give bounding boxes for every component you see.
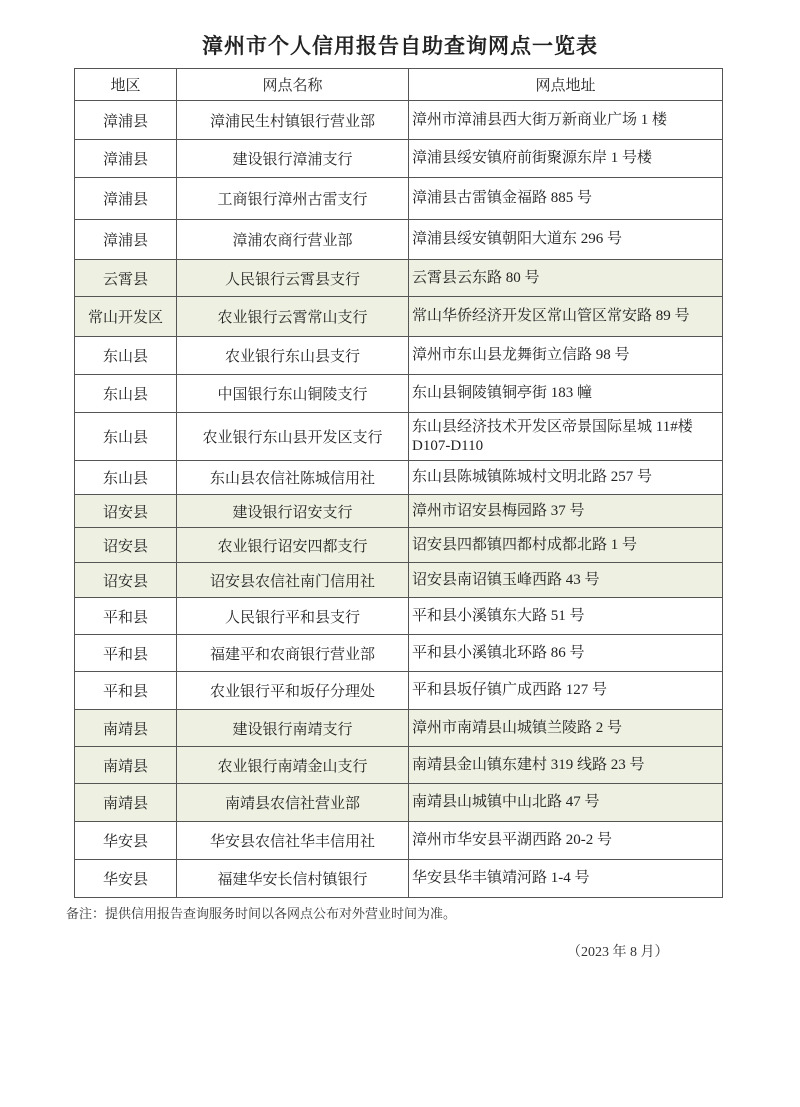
region-cell: 平和县: [75, 635, 177, 672]
branch-name-cell: 中国银行东山铜陵支行: [177, 375, 409, 413]
address-cell: 漳州市诏安县梅园路 37 号: [409, 495, 723, 528]
branch-name-cell: 农业银行云霄常山支行: [177, 297, 409, 337]
address-cell: 漳浦县绥安镇府前街聚源东岸 1 号楼: [409, 140, 723, 178]
header-region: 地区: [75, 69, 177, 101]
table-row: [75, 784, 723, 822]
address-cell: 漳州市东山县龙舞街立信路 98 号: [409, 337, 723, 375]
address-cell: 漳州市华安县平湖西路 20-2 号: [409, 822, 723, 860]
address-cell: 漳州市南靖县山城镇兰陵路 2 号: [409, 710, 723, 747]
table-row: [75, 375, 723, 413]
header-address: 网点地址: [409, 69, 723, 101]
address-cell: 南靖县金山镇东建村 319 线路 23 号: [409, 747, 723, 784]
branch-name-cell: 农业银行东山县开发区支行: [177, 413, 409, 461]
address-cell: 平和县坂仔镇广成西路 127 号: [409, 672, 723, 710]
table-row: [75, 101, 723, 140]
region-cell: 平和县: [75, 672, 177, 710]
branch-name-cell: 福建华安长信村镇银行: [177, 860, 409, 898]
branch-name-cell: 农业银行东山县支行: [177, 337, 409, 375]
branch-name-cell: 福建平和农商银行营业部: [177, 635, 409, 672]
branch-name-cell: 漳浦民生村镇银行营业部: [177, 101, 409, 140]
branch-name-cell: 建设银行诏安支行: [177, 495, 409, 528]
branch-name-cell: 工商银行漳州古雷支行: [177, 178, 409, 220]
region-cell: 南靖县: [75, 747, 177, 784]
region-cell: 平和县: [75, 598, 177, 635]
table-row: [75, 495, 723, 528]
table-row: [75, 413, 723, 461]
address-cell: 东山县经济技术开发区帝景国际星城 11#楼 D107-D110: [409, 413, 723, 461]
branch-name-cell: 华安县农信社华丰信用社: [177, 822, 409, 860]
table-row: [75, 710, 723, 747]
region-cell: 漳浦县: [75, 178, 177, 220]
branch-name-cell: 人民银行云霄县支行: [177, 260, 409, 297]
region-cell: 南靖县: [75, 710, 177, 747]
region-cell: 常山开发区: [75, 297, 177, 337]
table-row: [75, 747, 723, 784]
address-cell: 诏安县南诏镇玉峰西路 43 号: [409, 563, 723, 598]
branch-name-cell: 人民银行平和县支行: [177, 598, 409, 635]
branch-name-cell: 建设银行漳浦支行: [177, 140, 409, 178]
publish-date: （2023 年 8 月）: [567, 945, 669, 960]
table-row: [75, 672, 723, 710]
table-row: [75, 528, 723, 563]
address-cell: 漳州市漳浦县西大街万新商业广场 1 楼: [409, 101, 723, 140]
branch-name-cell: 建设银行南靖支行: [177, 710, 409, 747]
address-cell: 东山县铜陵镇铜亭街 183 幢: [409, 375, 723, 413]
table-row: [75, 563, 723, 598]
footnote: 备注：提供信用报告查询服务时间以各网点公布对外营业时间为准。: [66, 906, 457, 921]
branch-name-cell: 南靖县农信社营业部: [177, 784, 409, 822]
region-cell: 诏安县: [75, 563, 177, 598]
branch-name-cell: 漳浦农商行营业部: [177, 220, 409, 260]
table-header-row: [75, 69, 723, 101]
table-row: [75, 860, 723, 898]
branch-name-cell: 农业银行诏安四都支行: [177, 528, 409, 563]
header-branch-name: 网点名称: [177, 69, 409, 101]
table-row: [75, 598, 723, 635]
region-cell: 诏安县: [75, 495, 177, 528]
branch-table: [74, 68, 723, 898]
branch-name-cell: 农业银行平和坂仔分理处: [177, 672, 409, 710]
branch-name-cell: 东山县农信社陈城信用社: [177, 461, 409, 495]
address-cell: 云霄县云东路 80 号: [409, 260, 723, 297]
region-cell: 漳浦县: [75, 140, 177, 178]
page-title: 漳州市个人信用报告自助查询网点一览表: [202, 35, 598, 58]
region-cell: 云霄县: [75, 260, 177, 297]
address-cell: 南靖县山城镇中山北路 47 号: [409, 784, 723, 822]
address-cell: 华安县华丰镇靖河路 1-4 号: [409, 860, 723, 898]
region-cell: 漳浦县: [75, 220, 177, 260]
region-cell: 华安县: [75, 822, 177, 860]
region-cell: 东山县: [75, 461, 177, 495]
region-cell: 东山县: [75, 375, 177, 413]
region-cell: 漳浦县: [75, 101, 177, 140]
region-cell: 华安县: [75, 860, 177, 898]
table-row: [75, 178, 723, 220]
table-row: [75, 461, 723, 495]
address-cell: 漳浦县绥安镇朝阳大道东 296 号: [409, 220, 723, 260]
branch-name-cell: 农业银行南靖金山支行: [177, 747, 409, 784]
table-row: [75, 140, 723, 178]
address-cell: 常山华侨经济开发区常山管区常安路 89 号: [409, 297, 723, 337]
address-cell: 平和县小溪镇东大路 51 号: [409, 598, 723, 635]
table-row: [75, 220, 723, 260]
region-cell: 南靖县: [75, 784, 177, 822]
address-cell: 诏安县四都镇四都村成都北路 1 号: [409, 528, 723, 563]
table-row: [75, 635, 723, 672]
region-cell: 东山县: [75, 337, 177, 375]
branch-name-cell: 诏安县农信社南门信用社: [177, 563, 409, 598]
region-cell: 诏安县: [75, 528, 177, 563]
address-cell: 东山县陈城镇陈城村文明北路 257 号: [409, 461, 723, 495]
table-body: [75, 101, 723, 898]
table-row: [75, 260, 723, 297]
address-cell: 平和县小溪镇北环路 86 号: [409, 635, 723, 672]
region-cell: 东山县: [75, 413, 177, 461]
address-cell: 漳浦县古雷镇金福路 885 号: [409, 178, 723, 220]
table-row: [75, 297, 723, 337]
table-row: [75, 822, 723, 860]
table-row: [75, 337, 723, 375]
